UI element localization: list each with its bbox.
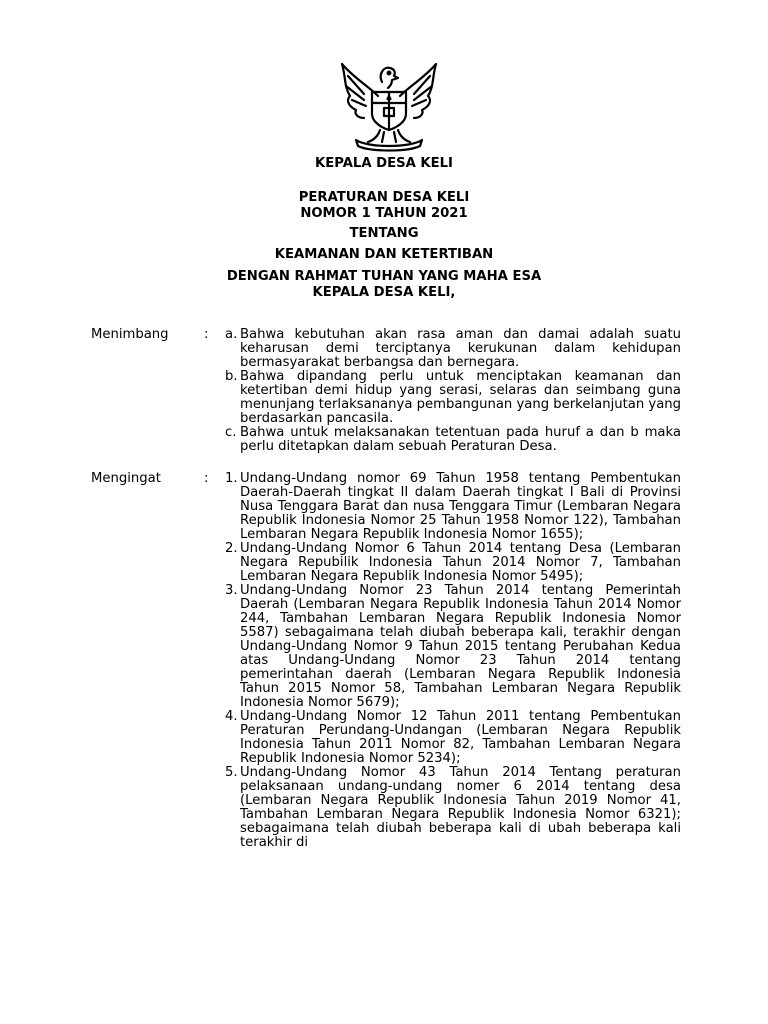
menimbang-item-c xyxy=(91,426,681,454)
item-marker: b. xyxy=(225,369,238,384)
item-text: Bahwa dipandang perlu untuk menciptakan keamanan dan ketertiban demi hidup yang serasi, selaras dan seimbang guna menunjang terlaksananya pembangunan yang berkelanjutan yang berdasarkan pancasila. xyxy=(240,369,682,426)
item-marker: 2. xyxy=(225,541,238,556)
mengingat-item-5 xyxy=(91,766,681,850)
menimbang-label: Menimbang xyxy=(91,327,169,342)
garuda-pancasila-emblem-icon xyxy=(334,56,444,152)
preamble-line-1: DENGAN RAHMAT TUHAN YANG MAHA ESA xyxy=(226,269,542,284)
mengingat-item-3 xyxy=(91,584,681,710)
preamble-line-2: KEPALA DESA KELI, xyxy=(312,285,456,300)
item-text: Bahwa kebutuhan akan rasa aman dan damai adalah suatu keharusan demi terciptanya kerukunan dalam kehidupan bermasyarakat berbangsa dan bernegara. xyxy=(240,327,681,370)
office-title: KEPALA DESA KELI xyxy=(315,156,453,171)
menimbang-item-a xyxy=(91,328,681,370)
subject-block xyxy=(0,247,768,263)
item-marker: 5. xyxy=(225,765,238,780)
item-text: Undang-Undang Nomor 6 Tahun 2014 tentang Desa (Lembaran Negara Repubilik Indonesia Tahun 2014 Nomor 7, Tambahan Lembaran Negara Republik Indonesia Nomor 5495); xyxy=(240,541,681,584)
regulation-number: NOMOR 1 TAHUN 2021 xyxy=(300,206,468,221)
item-marker: c. xyxy=(225,425,237,440)
item-marker: 3. xyxy=(225,583,238,598)
mengingat-section xyxy=(91,472,681,850)
item-text: Bahwa untuk melaksanakan tetentuan pada huruf a dan b maka perlu ditetapkan dalam sebuah Peraturan Desa. xyxy=(240,425,681,454)
tentang-label: TENTANG xyxy=(349,226,419,241)
menimbang-colon: : xyxy=(204,327,209,342)
mengingat-item-2 xyxy=(91,542,681,584)
preamble-block xyxy=(0,269,768,301)
mengingat-item-4 xyxy=(91,710,681,766)
item-text: Undang-Undang Nomor 43 Tahun 2014 Tentang peraturan pelaksanaan undang-undang nomer 6 2014 tentang desa (Lembaran Negara Republik Indonesia Tahun 2019 Nomor 41, Tambahan Lembaran Negara Republik Indonesia Nomor 6321); sebagaimana telah diubah beberapa kali di ubah beberapa kali terakhir di xyxy=(240,765,681,850)
item-text: Undang-Undang Nomor 23 Tahun 2014 tentang Pemerintah Daerah (Lembaran Negara Republik Indonesia Tahun 2014 Nomor 244, Tambahan Lembaran Negara Republik Indonesia Nomor 5587) sebagaimana telah diubah beberapa kali, terakhir dengan Undang-Undang Nomor 9 Tahun 2015 tentang Perubahan Kedua atas Undang-Undang Nomor 23 Tahun 2014 tentang pemerintahan daerah (Lembaran Negara Republik Indonesia Tahun 2015 Nomor 58, Tambahan Lembaran Negara Republik Indonesia Nomor 5679); xyxy=(240,583,681,710)
item-marker: 4. xyxy=(225,709,238,724)
tentang-block xyxy=(0,226,768,242)
item-marker: a. xyxy=(225,327,238,342)
item-text: Undang-Undang nomor 69 Tahun 1958 tentang Pembentukan Daerah-Daerah tingkat II dalam Daerah tingkat I Bali di Provinsi Nusa Tenggara Barat dan nusa Tenggara Timur (Lembaran Negara Republik Indonesia Nomor 25 Tahun 1958 Nomor 122), Tambahan Lembaran Negara Republik Indonesia Nomor 1655); xyxy=(240,471,681,542)
document-heading xyxy=(0,156,768,172)
item-marker: 1. xyxy=(225,471,238,486)
mengingat-colon: : xyxy=(204,471,209,486)
regulation-title: PERATURAN DESA KELI xyxy=(298,190,470,205)
menimbang-section xyxy=(91,328,681,454)
mengingat-label: Mengingat xyxy=(91,471,161,486)
menimbang-item-b xyxy=(91,370,681,426)
regulation-title-block xyxy=(0,190,768,222)
regulation-subject: KEAMANAN DAN KETERTIBAN xyxy=(274,247,494,262)
item-text: Undang-Undang Nomor 12 Tahun 2011 tentang Pembentukan Peraturan Perundang-Undangan (Lembaran Negara Republik Indonesia Tahun 2011 Nomor 82, Tambahan Lembaran Negara Republik Indonesia Nomor 5234); xyxy=(240,709,681,766)
mengingat-item-1 xyxy=(91,472,681,542)
